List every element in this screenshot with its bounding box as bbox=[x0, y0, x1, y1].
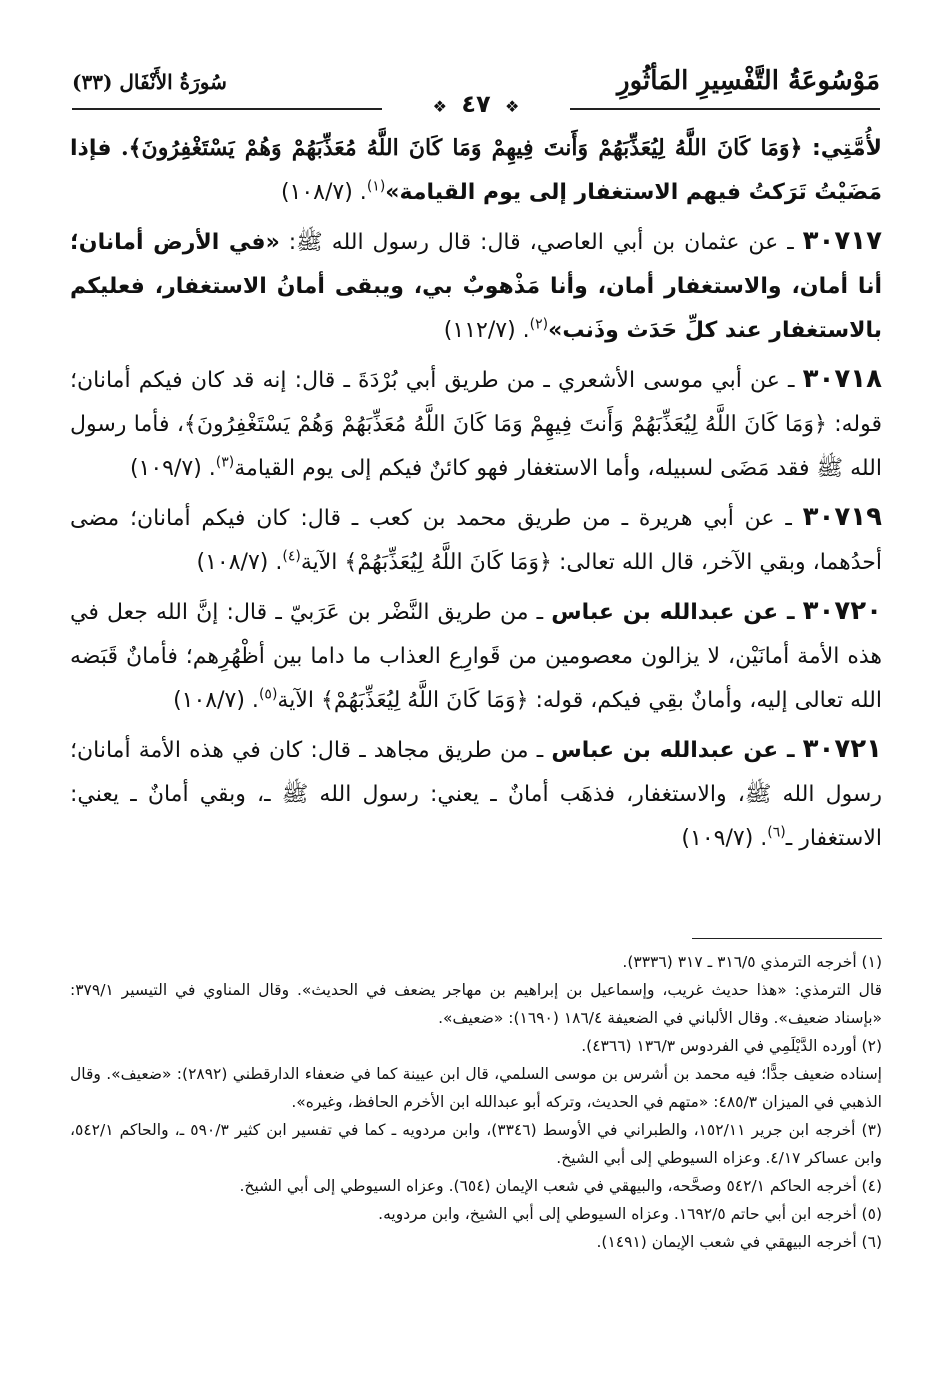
page-header bbox=[72, 62, 880, 118]
hadith-number: ٣٠٧١٧ bbox=[802, 226, 882, 256]
hadith-number: ٣٠٧٢١ bbox=[802, 734, 882, 764]
footnote: (٢) أورده الدَّيْلَمِي في الفردوس ١٣٦/٣ (٤٣٦٦). bbox=[581, 1037, 882, 1055]
volume-reference: . (١١٢/٧) bbox=[443, 318, 530, 343]
quran-verse: ﴿وَمَا كَانَ اللَّهُ لِيُعَذِّبَهُمْ وَأَنتَ فِيهِمْ وَمَا كَانَ اللَّهُ مُعَذِّبَهُمْ وَهُمْ يَسْتَغْفِرُونَ﴾. bbox=[121, 135, 803, 161]
ornament-icon: ❖ bbox=[432, 97, 447, 116]
header-rule-left bbox=[72, 108, 382, 110]
footnote-marker: (٦) bbox=[767, 824, 786, 841]
hadith-30719 bbox=[70, 495, 882, 585]
hadith-30717 bbox=[70, 219, 882, 353]
footnote-marker: (٤) bbox=[282, 548, 301, 565]
quran-verse: ﴿وَمَا كَانَ اللَّهُ لِيُعَذِّبَهُمْ﴾ bbox=[320, 688, 529, 713]
footnote: (٤) أخرجه الحاكم ٥٤٢/١ وصحَّحه، والبيهقي في شعب الإيمان (٦٥٤). وعزاه السيوطي إلى أبي الشيخ. bbox=[239, 1177, 882, 1195]
footnote-marker: (٢) bbox=[529, 316, 549, 333]
hadith-30718 bbox=[70, 357, 882, 491]
hadith-30720 bbox=[70, 589, 882, 723]
header-rule-right bbox=[570, 108, 880, 110]
footnote-marker: (٣) bbox=[215, 454, 235, 471]
hadith-text: «في الأرض أمانان؛ أنا أمان، والاستغفار أمان، وأنا مَذْهوبٌ بي، ويبقى أمانُ الاستغفار، فعليكم بالاستغفار عند كلِّ حَدَث وذَنب» bbox=[70, 230, 882, 343]
volume-reference: . (١٠٨/٧) bbox=[173, 688, 259, 713]
quran-verse: ﴿وَمَا كَانَ اللَّهُ لِيُعَذِّبَهُمْ وَأَنتَ فِيهِمْ وَمَا كَانَ اللَّهُ مُعَذِّبَهُمْ وَهُمْ يَسْتَغْفِرُونَ﴾، bbox=[176, 412, 827, 437]
hadith-chain: ـ عن أبي موسى الأشعري ـ من طريق أبي بُرْدَةَ ـ قال: إنه قد كان فيكم أمانان؛ قوله: bbox=[70, 368, 882, 437]
hadith-30721 bbox=[70, 727, 882, 861]
narrator-name: ـ عن عبدالله بن عباس bbox=[551, 738, 795, 763]
hadith-number: ٣٠٧١٨ bbox=[802, 364, 883, 394]
main-text bbox=[70, 126, 882, 865]
hadith-text: فإذا مَضَيْتُ تَرَكتُ فيهم الاستغفار إلى يوم القيامة» bbox=[70, 136, 882, 205]
footnote-marker: (١) bbox=[366, 178, 386, 195]
hadith-text: فأما رسول الله ﷺ فقد مَضَى لسبيله، وأما الاستغفار فهو كائنٌ فيكم إلى يوم القيامة bbox=[70, 412, 882, 481]
hadith-text-end: الآية bbox=[277, 688, 314, 713]
footnote-separator bbox=[692, 938, 882, 939]
volume-reference: . (١٠٨/٧) bbox=[280, 180, 367, 205]
footnote: (٣) أخرجه ابن جرير ١٥٢/١١، والطبراني في الأوسط (٣٣٤٦)، وابن مردويه ـ كما في تفسير ابن كثير ٥٩٠/٣ ـ، والحاكم ٥٤٢/١، وابن عساكر ٤/١٧. وعزاه السيوطي إلى أبي الشيخ. bbox=[70, 1121, 882, 1167]
footnote: (٥) أخرجه ابن أبي حاتم ١٦٩٢/٥. وعزاه السيوطي إلى أبي الشيخ، وابن مردويه. bbox=[378, 1205, 882, 1223]
surah-title: سُورَةُ الأَنْفَال (٣٣) bbox=[72, 70, 227, 94]
hadith-text: ـ من طريق مجاهد ـ قال: كان في هذه الأمة أمانان؛ رسول الله ﷺ، والاستغفار، فذهَب أمانٌ ـ يعني: رسول الله ﷺ ـ، وبقي أمانٌ ـ يعني: الاستغفار ـ bbox=[70, 738, 882, 851]
hadith-number: ٣٠٧٢٠ bbox=[802, 596, 882, 626]
hadith-chain: ـ عن عثمان بن أبي العاصي، قال: قال رسول الله ﷺ: bbox=[288, 230, 794, 255]
volume-reference: . (١٠٨/٧) bbox=[196, 550, 283, 575]
hadith-chain: ـ عن أبي هريرة ـ من طريق محمد بن كعب ـ قال: كان فيكم أمانان؛ مضى أحدُهما، وبقي الآخر، قال الله تعالى: bbox=[70, 506, 882, 575]
footnote-marker: (٥) bbox=[258, 686, 278, 703]
footnote: (٦) أخرجه البيهقي في شعب الإيمان (١٤٩١). bbox=[596, 1233, 882, 1251]
lead-text: لأُمَّتِي: bbox=[811, 136, 882, 161]
hadith-text: الآية bbox=[300, 550, 338, 575]
footnote-note: إسناده ضعيف جدًّا؛ فيه محمد بن أشرس بن موسى السلمي، قال ابن عيينة كما في ضعفاء الدارقطني (٢٨٩٢): «ضعيف». وقال الذهبي في الميزان ٤٨٥/٣: «متهم في الحديث، وتركه أبو عبدالله ابن الأخرم الحافظ، وغيره». bbox=[70, 1065, 882, 1111]
hadith-number: ٣٠٧١٩ bbox=[802, 502, 882, 532]
book-title: مَوْسُوعَةُ التَّفْسِيرِ المَأثُورِ bbox=[617, 66, 880, 96]
page-number-block bbox=[415, 90, 538, 118]
quran-verse: ﴿وَمَا كَانَ اللَّهُ لِيُعَذِّبَهُمْ﴾ bbox=[344, 550, 552, 575]
volume-reference: . (١٠٩/٧) bbox=[681, 826, 768, 851]
footnotes bbox=[70, 948, 882, 1256]
paragraph-continuation bbox=[70, 126, 882, 215]
footnote-note: قال الترمذي: «هذا حديث غريب، وإسماعيل بن إبراهيم بن مهاجر يضعف في الحديث». وقال المناوي في التيسير ٣٧٩/١: «بإسناد ضعيف». وقال الألباني في الضعيفة ١٨٦/٤ (١٦٩٠): «ضعيف». bbox=[70, 981, 882, 1027]
hadith-text: ـ من طريق النَّضْر بن عَرَبيّ ـ قال: إنَّ الله جعل في هذه الأمة أمانَيْن، لا يزالون معصومين من قَوارِع العذاب ما داما بين أظْهُرِهم؛ فأمانٌ قَبَضه الله تعالى إليه، وأمانٌ بقِي فيكم، قوله: bbox=[70, 600, 882, 713]
footnote: (١) أخرجه الترمذي ٣١٦/٥ ـ ٣١٧ (٣٣٣٦). bbox=[622, 953, 882, 971]
volume-reference: . (١٠٩/٧) bbox=[129, 456, 216, 481]
page-number: ٤٧ bbox=[461, 90, 491, 118]
ornament-icon: ❖ bbox=[505, 97, 520, 116]
narrator-name: ـ عن عبدالله بن عباس bbox=[551, 600, 795, 625]
